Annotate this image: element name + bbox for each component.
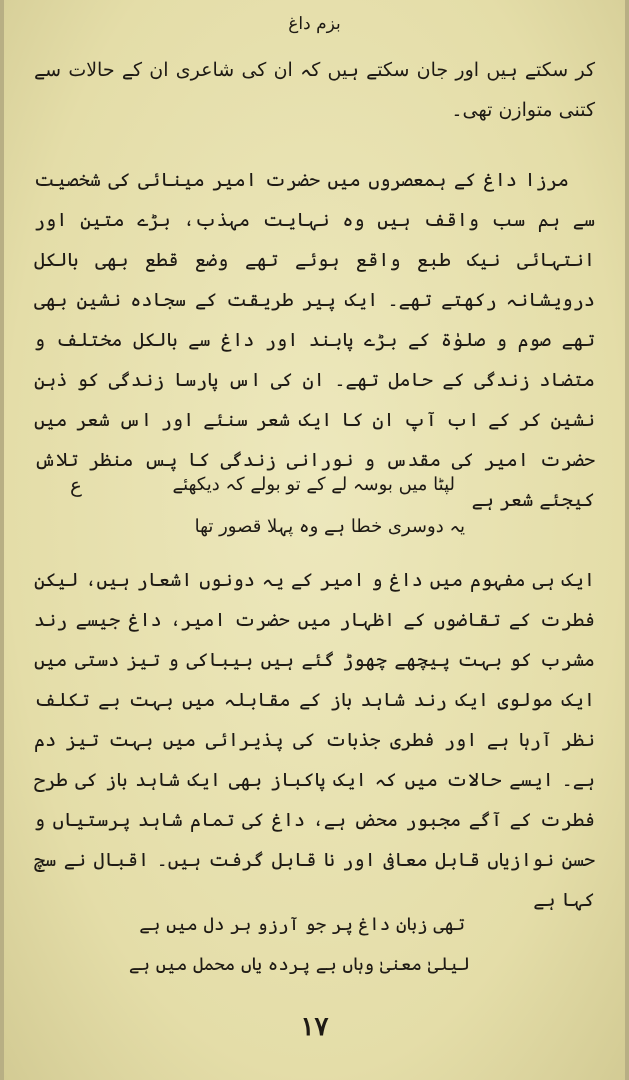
- paragraph-ameer-minai: مرزا داغ کے ہمعصروں میں حضرت امیر مینائی کی شخصیت سے ہم سب واقف ہیں وہ نہایت مہذب، بڑے متین اور انتہائی نیک طبع واقع ہوئے تھے وضع قطع بھی بالکل درویشانہ رکھتے تھے۔ ایک پیر طریقت کے سجادہ نشین بھی تھے صوم و صلوٰۃ کے بڑے پابند اور داغ سے بالکل مختلف و متضاد زندگی کے حامل تھے۔ ان کی اس پارسا زندگی کو ذہن نشین کر کے اب آپ ان کا ایک شعر سنئے اور اس شعر میں حضرت امیر کی مقدس و نورانی زندگی کا پس منظر تلاش کیجئے شعر ہے: [34, 169, 595, 511]
- page-number: ۱۷: [300, 1012, 329, 1042]
- running-header: بزم داغ: [288, 14, 341, 34]
- paragraph-comparison: ایک ہی مفہوم میں داغ و امیر کے یہ دونوں اشعار ہیں، لیکن فطرت کے تقاضوں کے اظہار میں حضرت امیر، داغ جیسے رند مشرب کو بہت پیچھے چھوڑ گئے ہیں بیباکی و تیز دستی میں ایک مولوی ایک رند شاہد باز کے مقابلہ میں بہت بے تکلف نظر آرہا ہے اور فطری جذبات کی پذیرائی میں بہت تیز دم ہے۔ ایسے حالات میں کہ ایک پاکباز بھی ایک شاہد باز کی طرح فطرت کے آگے مجبور محض ہے، داغ کی تمام شاہد پرستیاں و حسن نوازیاں قابل معافی اور نا قابل گرفت ہیں۔ اقبال نے سچ کہا ہے: [34, 569, 595, 911]
- couplet-1-line-1: لپٹا میں بوسہ لے کے تو بولے کہ دیکھئے: [172, 474, 455, 495]
- couplet-1-line-2: یہ دوسری خطا ہے وہ پہلا قصور تھا: [194, 516, 465, 537]
- paragraph-intro-end: کر سکتے ہیں اور جان سکتے ہیں کہ ان کی شاعری ان کے حالات سے کتنی متوازن تھی۔: [34, 59, 595, 121]
- couplet-marker: ع: [70, 473, 82, 497]
- couplet-2-line-1: تھی زبان داغ پر جو آرزو ہر دل میں ہے: [139, 914, 465, 935]
- couplet-2-line-2: لیلیٰ معنیٰ وہاں بے پردہ یاں محمل میں ہے: [128, 954, 470, 975]
